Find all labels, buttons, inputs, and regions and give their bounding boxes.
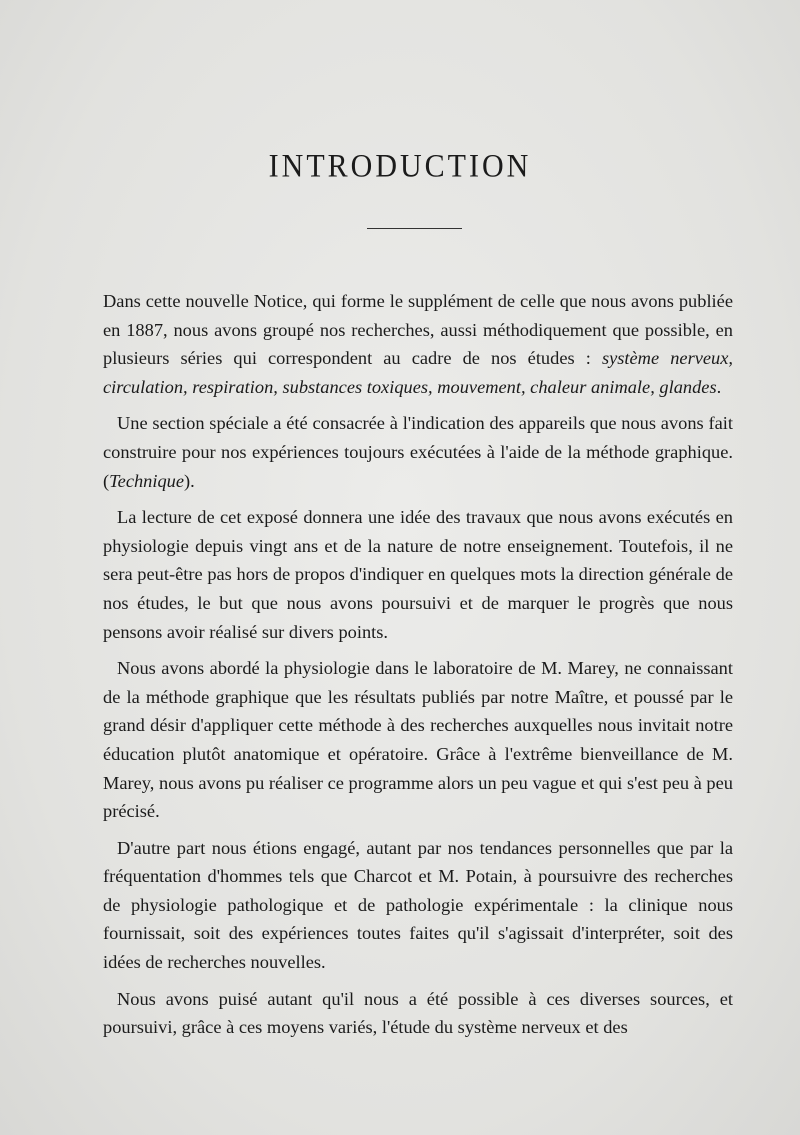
paragraph-4: Nous avons abordé la physiologie dans le laboratoire de M. Marey, ne connaissant de la méthode graphique que les résultats publiés par notre Maître, et poussé par le grand désir d'appliquer cette méthode à des recherches auxquelles nous invitait notre éducation plutôt anatomique et opératoire. Grâce à l'extrême bienveillance de M. Marey, nous avons pu réaliser ce programme alors un peu vague et qui s'est peu à peu précisé. bbox=[103, 658, 733, 822]
paragraph-3: La lecture de cet exposé donnera une idée des travaux que nous avons exécutés en physiologie depuis vingt ans et de la nature de notre enseignement. Toutefois, il ne sera peut-être pas hors de propos d'indiquer en quelques mots la direction générale de nos études, le but que nous avons poursuivi et de marquer le progrès que nous pensons avoir réalisé sur divers points. bbox=[103, 507, 733, 642]
paragraph-6: Nous avons puisé autant qu'il nous a été possible à ces diverses sources, et poursuivi, grâce à ces moyens variés, l'étude du système nerveux et des bbox=[103, 988, 733, 1038]
paragraph-2-lead: Une section spéciale a été consacrée à l'indication des appareils que nous avons fait construire pour nos expériences toujours exécutées à l'aide de la méthode graphique. ( bbox=[103, 413, 733, 491]
introduction-body bbox=[103, 287, 733, 1050]
paragraph-2 bbox=[103, 409, 733, 495]
paragraph-1-lead: Dans cette nouvelle Notice, qui forme le supplément de celle que nous avons publiée en 1887, nous avons groupé nos recherches, aussi méthodiquement que possible, en plusieurs séries qui correspondent au cadre de nos études : bbox=[103, 291, 733, 369]
paragraph-1 bbox=[103, 287, 733, 401]
paragraph-5: D'autre part nous étions engagé, autant par nos tendances personnelles que par la fréquentation d'hommes tels que Charcot et M. Potain, à poursuivre des recherches de physiologie pathologique et de pathologie expérimentale : la clinique nous fournissait, soit des expériences toutes faites qu'il s'agissait d'interpréter, soit des idées de recherches nouvelles. bbox=[103, 837, 733, 973]
paragraph-1-topics: système nerveux, circulation, respiration, substances toxiques, mouvement, chaleur animale, glandes bbox=[103, 348, 734, 397]
paragraph-2-italic: Technique bbox=[109, 470, 185, 491]
title-divider bbox=[367, 228, 462, 229]
page-title: INTRODUCTION bbox=[268, 148, 532, 185]
paragraph-1-end: . bbox=[716, 376, 722, 397]
paragraph-2-end: ). bbox=[184, 470, 195, 491]
